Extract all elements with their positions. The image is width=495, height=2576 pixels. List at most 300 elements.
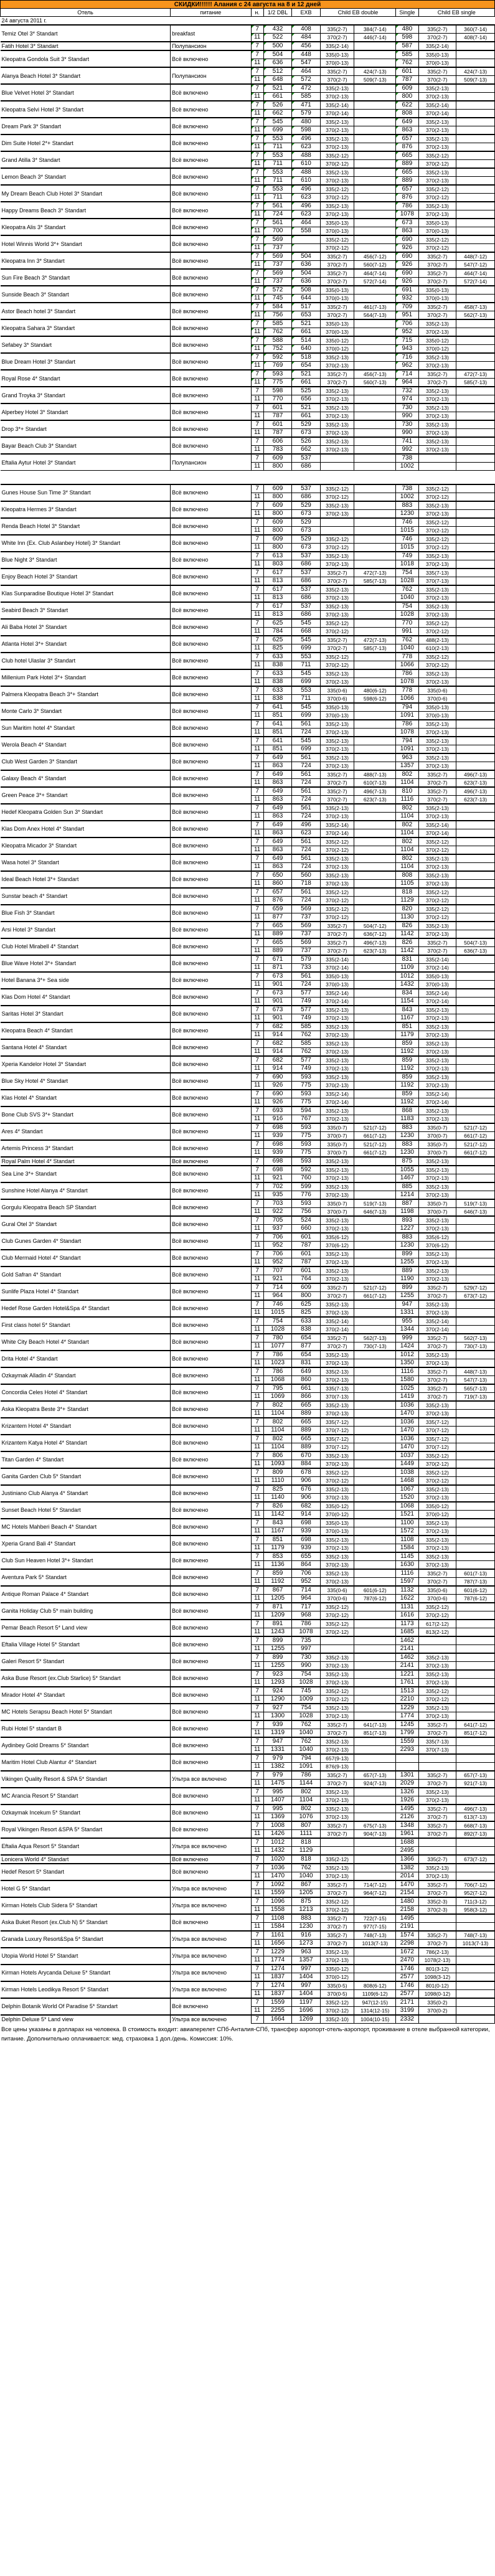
child-double-1: 370(2-12)	[320, 1628, 354, 1636]
meal-plan: Всё включено	[171, 821, 251, 837]
child-double-1: 370(2-13)	[320, 395, 354, 404]
child-double-2: 924(7-13)	[354, 1779, 396, 1788]
child-double-1: 335(2-13)	[320, 202, 354, 210]
table-row	[1, 619, 495, 628]
dbl-price: 661	[263, 93, 292, 101]
child-single-1: 335(7-12)	[418, 1435, 456, 1443]
child-double-1: 370(0-12)	[320, 345, 354, 354]
exb-price: 547	[292, 59, 321, 68]
single-price: 1036	[396, 1401, 418, 1410]
child-single-1: 370(2-12)	[418, 661, 456, 669]
exb-price: 472	[292, 84, 321, 93]
child-single-1: 335(2-13)	[418, 552, 456, 560]
meal-plan: Всё включено	[171, 1418, 251, 1435]
hotel-name: Royal Vikingen Resort &SPA 5* Standart	[1, 1821, 171, 1838]
child-double-2	[354, 1670, 396, 1679]
child-single-2	[456, 319, 495, 328]
exb-price: 877	[292, 1342, 321, 1351]
child-single-1: 335(2-7)	[418, 1334, 456, 1342]
child-single-2: 509(7-13)	[456, 76, 495, 85]
single-price: 1214	[396, 1191, 418, 1199]
single-price: 1116	[396, 795, 418, 804]
dbl-price: 657	[263, 888, 292, 897]
exb-price: 698	[292, 1536, 321, 1544]
child-double-1: 335(2-12)	[320, 837, 354, 846]
table-row	[1, 1670, 495, 1679]
hotel-name: Club Gunes Garden 4* Standart	[1, 1233, 171, 1250]
exb-price: 838	[292, 1325, 321, 1334]
single-price: 2495	[396, 1846, 418, 1855]
table-row	[1, 1821, 495, 1830]
child-single-1: 335(2-13)	[418, 501, 456, 510]
exb-price: 825	[292, 1308, 321, 1317]
single-price: 754	[396, 602, 418, 611]
meal-plan: Полупансион	[171, 42, 251, 50]
dbl-price: 843	[263, 1519, 292, 1527]
table-row	[1, 1166, 495, 1174]
exb-price: 561	[292, 787, 321, 796]
hotel-name: Club hotel Ulaslar 3* Standart	[1, 653, 171, 669]
child-double-2	[354, 1435, 396, 1443]
child-single-1: 335(2-14)	[418, 989, 456, 998]
single-price: 1018	[396, 560, 418, 569]
table-row	[1, 636, 495, 644]
child-single-1: 335(2-14)	[418, 1090, 456, 1098]
child-double-2	[354, 862, 396, 871]
exb-price: 952	[292, 1577, 321, 1586]
child-single-1: 370(0-2)	[418, 2006, 456, 2015]
nights: 7	[251, 370, 263, 379]
child-single-1: 335(2-13)	[418, 1073, 456, 1082]
single-price: 1104	[396, 829, 418, 837]
exb-price: 724	[292, 778, 321, 787]
hotel-name: Kirman Hotels Club Sidera 5* Standart	[1, 1897, 171, 1914]
dbl-price: 916	[263, 1115, 292, 1123]
child-double-2	[354, 518, 396, 527]
table-row	[1, 1317, 495, 1326]
child-double-2	[354, 1536, 396, 1544]
single-price: 598	[396, 34, 418, 42]
single-price: 730	[396, 403, 418, 412]
meal-plan: Всё включено	[171, 787, 251, 804]
child-double-2	[354, 160, 396, 169]
child-double-2	[354, 1409, 396, 1418]
child-single-1: 335(0-13)	[418, 50, 456, 59]
meal-plan: Всё включено	[171, 636, 251, 653]
nights: 7	[251, 454, 263, 463]
hotel-name: Kirman Hotels Leodikya Resort 5* Standart	[1, 1981, 171, 1998]
hotel-name: Blue Dream Hotel 3* Standart	[1, 353, 171, 370]
child-double-1: 335(0-12)	[320, 1965, 354, 1973]
meal-plan: Всё включено	[171, 1401, 251, 1418]
hotel-name: Millenium Park Hotel 3*+ Standart	[1, 669, 171, 686]
child-double-2	[354, 804, 396, 813]
single-price: 810	[396, 787, 418, 796]
table-row	[1, 235, 495, 244]
child-single-1: 335(2-13)	[418, 1267, 456, 1275]
child-double-1: 335(2-13)	[320, 118, 354, 126]
dbl-price: 863	[263, 778, 292, 787]
child-single-2	[456, 1620, 495, 1628]
exb-price: 963	[292, 1948, 321, 1956]
hotel-name: Artemis Princess 3* Standart	[1, 1140, 171, 1157]
child-double-1	[320, 1846, 354, 1855]
child-double-1: 370(2-12)	[320, 2006, 354, 2015]
nights: 11	[251, 345, 263, 354]
dbl-price: 1020	[263, 1855, 292, 1864]
child-single-1: 370(0-12)	[418, 1510, 456, 1519]
child-double-1: 370(0-6)	[320, 694, 354, 703]
nights: 7	[251, 972, 263, 981]
child-single-2	[456, 821, 495, 829]
dbl-price: 891	[263, 1620, 292, 1628]
child-double-1: 370(2-12)	[320, 493, 354, 501]
child-double-1: 370(2-13)	[320, 1745, 354, 1754]
child-double-1: 370(2-12)	[320, 244, 354, 253]
meal-plan: Всё включено	[171, 1039, 251, 1056]
single-price: 1028	[396, 577, 418, 585]
table-row	[1, 1250, 495, 1258]
single-price: 2126	[396, 1813, 418, 1821]
meal-plan: Всё включено	[171, 1569, 251, 1586]
hotel-name: Mirador Hotel 4* Standart	[1, 1687, 171, 1704]
dbl-price: 899	[263, 1636, 292, 1645]
exb-price: 537	[292, 552, 321, 560]
child-double-2	[354, 1864, 396, 1872]
exb-price: 889	[292, 1409, 321, 1418]
child-single-2: 661(7-12)	[456, 1131, 495, 1140]
child-double-1: 370(2-13)	[320, 1191, 354, 1199]
hotel-name: Klas Dom Hotel 4* Standart	[1, 989, 171, 1006]
hotel-name: Titan Garden 4* Standart	[1, 1451, 171, 1468]
exb-price: 517	[292, 303, 321, 311]
child-double-2	[354, 1813, 396, 1821]
nights: 7	[251, 1401, 263, 1410]
child-single-2: 646(7-13)	[456, 1207, 495, 1216]
child-double-1: 370(2-12)	[320, 194, 354, 202]
child-double-1: 335(0-6)	[320, 1586, 354, 1595]
child-single-1: 370(2-7)	[418, 1829, 456, 1838]
single-price: 926	[396, 278, 418, 286]
child-single-1: 370(2-14)	[418, 829, 456, 837]
hotel-name: Club Hotel Mirabell 4* Standart	[1, 938, 171, 955]
nights: 11	[251, 1956, 263, 1965]
hotel-name: Gunes House Sun Time 3* Standart	[1, 484, 171, 501]
child-double-2	[354, 619, 396, 628]
child-double-1: 335(2-12)	[320, 1603, 354, 1611]
child-double-1: 335(2-13)	[320, 1056, 354, 1065]
nights: 11	[251, 1973, 263, 1981]
meal-plan: Всё включено	[171, 1317, 251, 1334]
child-double-1: 370(2-7)	[320, 34, 354, 42]
nights: 7	[251, 420, 263, 429]
dbl-price: 860	[263, 879, 292, 888]
child-double-1: 370(2-13)	[320, 1872, 354, 1880]
exb-price: 545	[292, 669, 321, 678]
single-price: 1105	[396, 879, 418, 888]
child-double-2	[354, 753, 396, 762]
child-double-2	[354, 1855, 396, 1864]
table-row	[1, 1620, 495, 1628]
child-double-2: 461(7-13)	[354, 303, 396, 311]
child-double-2: 623(7-13)	[354, 795, 396, 804]
date-row	[1, 17, 495, 26]
child-double-2: 480(6-12)	[354, 686, 396, 695]
dbl-price: 711	[263, 194, 292, 202]
hotel-name: Sun Maritim hotel 4* Standart	[1, 720, 171, 737]
child-double-1: 335(2-13)	[320, 1106, 354, 1115]
single-price: 732	[396, 387, 418, 395]
hotel-name: Pemar Beach Resort 5* Land view	[1, 1620, 171, 1636]
child-double-1: 335(2-10)	[320, 2015, 354, 2024]
child-double-1: 335(2-7)	[320, 569, 354, 577]
child-single-1: 335(2-7)	[418, 1367, 456, 1376]
single-price: 863	[396, 227, 418, 236]
dbl-price: 1656	[263, 1939, 292, 1948]
child-double-1: 335(2-14)	[320, 1317, 354, 1326]
nights: 11	[251, 1148, 263, 1157]
hotel-name: Antique Roman Palace 4* Standart	[1, 1586, 171, 1603]
nights: 7	[251, 1737, 263, 1746]
child-double-2	[354, 1451, 396, 1460]
child-double-1: 335(0-13)	[320, 1519, 354, 1527]
child-double-1: 370(2-13)	[320, 177, 354, 186]
single-price	[396, 1762, 418, 1771]
nights: 11	[251, 1426, 263, 1435]
single-price: 480	[396, 25, 418, 34]
dbl-price: 952	[263, 1241, 292, 1250]
exb-price: 561	[292, 753, 321, 762]
child-double-2: 519(7-13)	[354, 1199, 396, 1208]
dbl-price: 665	[263, 922, 292, 930]
exb-price: 889	[292, 1443, 321, 1451]
child-single-2	[456, 1644, 495, 1653]
child-single-1: 370(7-12)	[418, 1443, 456, 1451]
dbl-price: 648	[263, 76, 292, 85]
child-double-2	[354, 420, 396, 429]
table-row	[1, 1300, 495, 1309]
meal-plan: Всё включено	[171, 1435, 251, 1451]
meal-plan: Всё включено	[171, 1090, 251, 1106]
hotel-name: Temiz Otel 3* Standart	[1, 25, 171, 42]
single-price: 859	[396, 1073, 418, 1082]
table-row	[1, 871, 495, 880]
table-row	[1, 938, 495, 947]
dbl-price: 935	[263, 1191, 292, 1199]
child-single-2	[456, 762, 495, 770]
exb-price: 749	[292, 1014, 321, 1022]
exb-price: 990	[292, 1661, 321, 1670]
table-row	[1, 1056, 495, 1065]
single-price: 1028	[396, 610, 418, 619]
child-single-2	[456, 1106, 495, 1115]
child-double-1: 370(0-13)	[320, 328, 354, 337]
child-double-1: 370(2-12)	[320, 913, 354, 922]
dbl-price: 1205	[263, 1594, 292, 1603]
child-single-2	[456, 403, 495, 412]
single-price: 1104	[396, 862, 418, 871]
dbl-price: 802	[263, 1401, 292, 1410]
meal-plan: Всё включено	[171, 1056, 251, 1073]
single-price: 1799	[396, 1729, 418, 1737]
child-double-2	[354, 1022, 396, 1031]
child-double-2: 1004(10-15)	[354, 2015, 396, 2024]
dbl-price: 745	[263, 295, 292, 303]
child-double-1: 335(2-13)	[320, 1182, 354, 1191]
child-double-2	[354, 1519, 396, 1527]
child-double-2	[354, 905, 396, 913]
exb-price: 787	[292, 1258, 321, 1267]
child-single-1: 335(2-13)	[418, 420, 456, 429]
child-single-2: 706(7-12)	[456, 1880, 495, 1889]
child-double-2	[354, 1174, 396, 1182]
child-double-1: 370(2-13)	[320, 362, 354, 370]
child-double-2	[354, 1384, 396, 1393]
exb-price: 661	[292, 1384, 321, 1393]
nights: 11	[251, 1846, 263, 1855]
dbl-price: 947	[263, 1737, 292, 1746]
meal-plan: breakfast	[171, 25, 251, 42]
nights: 11	[251, 1047, 263, 1056]
child-single-2	[456, 202, 495, 210]
child-double-1: 370(2-13)	[320, 1409, 354, 1418]
child-double-2	[354, 1620, 396, 1628]
dbl-price: 737	[263, 261, 292, 270]
meal-plan: Всё включено	[171, 1006, 251, 1022]
nights: 11	[251, 1375, 263, 1384]
exb-price: 640	[292, 345, 321, 354]
dbl-price: 682	[263, 1039, 292, 1048]
exb-price	[292, 244, 321, 253]
exb-price: 864	[292, 1560, 321, 1569]
nights: 7	[251, 1485, 263, 1494]
exb-price: 737	[292, 930, 321, 938]
hotel-name: MC Hotels Mahberi Beach 4* Standart	[1, 1519, 171, 1536]
exb-price: 762	[292, 1031, 321, 1039]
exb-price: 593	[292, 1123, 321, 1132]
table-row	[1, 185, 495, 194]
child-single-2	[456, 1250, 495, 1258]
child-single-2	[456, 963, 495, 972]
dbl-price: 561	[263, 219, 292, 227]
child-double-2	[354, 543, 396, 552]
table-row	[1, 1998, 495, 2007]
single-price: 1495	[396, 1914, 418, 1923]
table-row	[1, 1283, 495, 1292]
child-double-2: 564(7-13)	[354, 311, 396, 320]
page-title: СКИДКИ!!!!!! Алания с 24 августа на 8 и 12 дней	[0, 0, 495, 8]
exb-price: 939	[292, 1527, 321, 1536]
exb-price: 794	[292, 1754, 321, 1763]
child-single-1: 370(2-7)	[418, 1889, 456, 1897]
nights: 7	[251, 168, 263, 177]
nights: 7	[251, 1704, 263, 1712]
child-double-1: 335(2-13)	[320, 1552, 354, 1561]
single-price: 706	[396, 319, 418, 328]
meal-plan: Всё включено	[171, 1106, 251, 1123]
dbl-price: 867	[263, 1586, 292, 1595]
nights: 11	[251, 745, 263, 753]
child-single-2	[456, 585, 495, 594]
table-row	[1, 501, 495, 510]
single-price: 1746	[396, 1981, 418, 1990]
exb-price: 754	[292, 1670, 321, 1679]
nights: 7	[251, 1216, 263, 1225]
child-single-1: 335(2-13)	[418, 1536, 456, 1544]
nights: 11	[251, 1308, 263, 1317]
child-double-1: 335(2-7)	[320, 1931, 354, 1940]
dbl-price: 1664	[263, 2015, 292, 2024]
child-single-1: 1098(3-12)	[418, 1973, 456, 1981]
exb-price: 776	[292, 1191, 321, 1199]
single-price: 746	[396, 535, 418, 544]
child-single-2: 519(7-13)	[456, 1199, 495, 1208]
hotel-name: Kleopatra Selvi Hotel 3* Standart	[1, 101, 171, 118]
exb-price: 504	[292, 252, 321, 261]
child-single-2	[456, 353, 495, 362]
child-single-2	[456, 1476, 495, 1485]
dbl-price: 813	[263, 610, 292, 619]
table-row	[1, 1948, 495, 1956]
child-single-1: 335(0-13)	[418, 703, 456, 712]
single-price: 1326	[396, 1788, 418, 1796]
table-row	[1, 569, 495, 577]
child-double-2	[354, 1392, 396, 1401]
dbl-price: 585	[263, 319, 292, 328]
child-single-2	[456, 1258, 495, 1267]
dbl-price: 939	[263, 1148, 292, 1157]
child-single-2	[456, 753, 495, 762]
dbl-price: 806	[263, 1451, 292, 1460]
single-price: 1255	[396, 1258, 418, 1267]
exb-price: 686	[292, 493, 321, 501]
single-price: 649	[396, 118, 418, 126]
child-double-1: 370(2-13)	[320, 762, 354, 770]
child-single-2	[456, 636, 495, 644]
child-double-2	[354, 1485, 396, 1494]
child-double-2	[354, 728, 396, 737]
header-row	[1, 9, 495, 17]
dbl-price: 1096	[263, 1897, 292, 1906]
dbl-price: 921	[263, 1174, 292, 1182]
table-row	[1, 1519, 495, 1527]
child-double-2: 560(7-13)	[354, 379, 396, 387]
child-double-1: 370(2-13)	[320, 677, 354, 686]
nights: 11	[251, 1342, 263, 1351]
meal-plan: Всё включено	[171, 403, 251, 420]
child-double-2: 714(7-12)	[354, 1880, 396, 1889]
meal-plan: Всё включено	[171, 1485, 251, 1502]
child-single-2	[456, 1544, 495, 1552]
child-single-1: 370(2-13)	[418, 812, 456, 821]
nights: 11	[251, 1510, 263, 1519]
child-single-1: 335(2-13)	[418, 1704, 456, 1712]
exb-price: 553	[292, 653, 321, 661]
dbl-price: 859	[263, 1569, 292, 1578]
child-double-1: 335(2-12)	[320, 1468, 354, 1477]
dbl-price: 512	[263, 67, 292, 76]
single-price: 1192	[396, 1098, 418, 1106]
child-double-1: 335(2-14)	[320, 955, 354, 964]
child-double-2	[354, 1577, 396, 1586]
table-row	[1, 905, 495, 913]
nights: 11	[251, 261, 263, 270]
child-single-2: 668(7-13)	[456, 1821, 495, 1830]
dbl-price: 926	[263, 1098, 292, 1106]
dbl-price: 724	[263, 210, 292, 219]
child-double-1: 370(0-6)	[320, 1594, 354, 1603]
exb-price: 756	[292, 1207, 321, 1216]
